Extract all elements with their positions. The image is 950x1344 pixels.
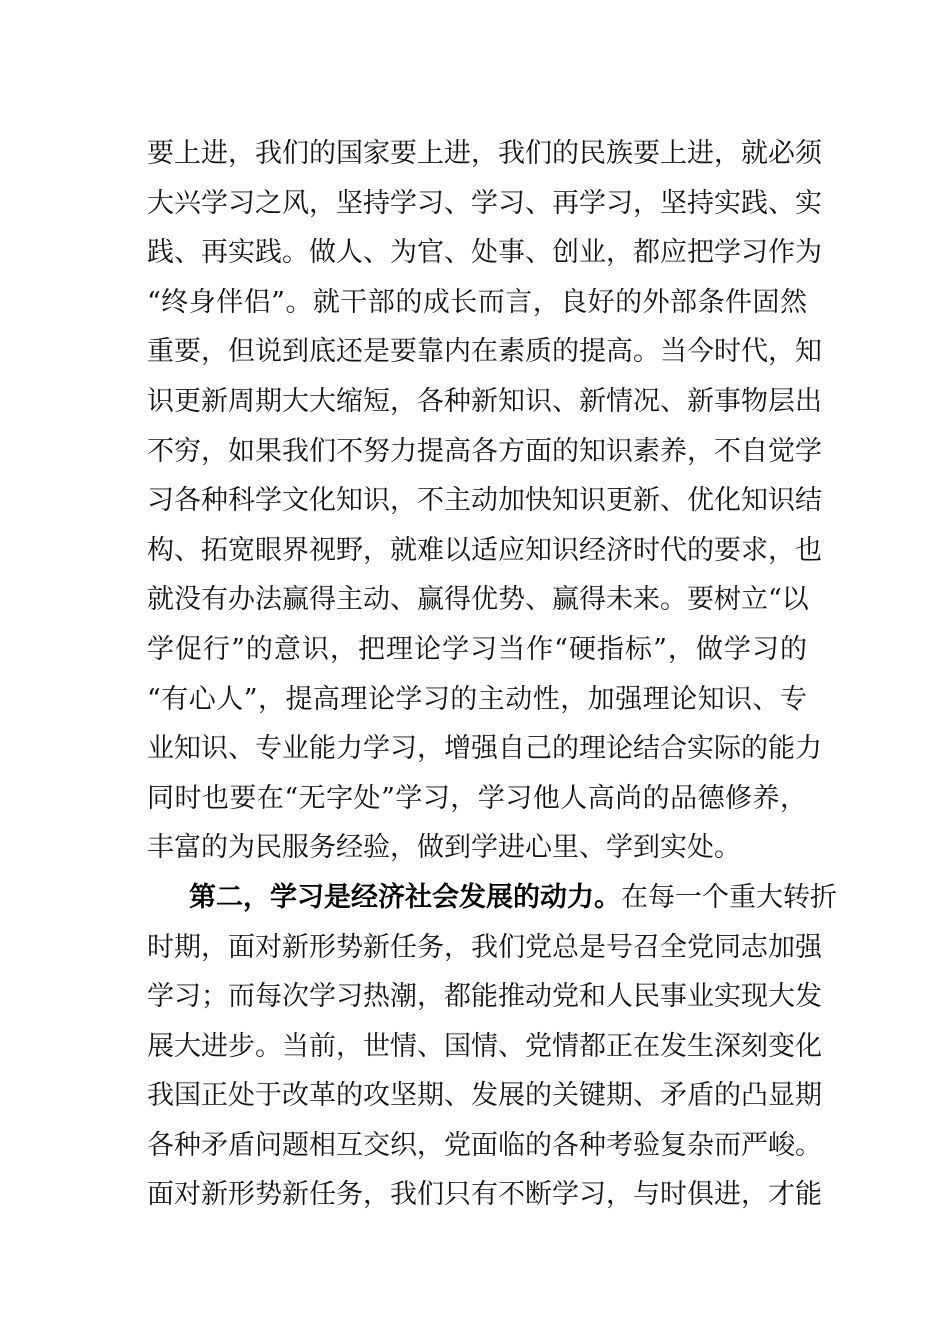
text-line: “有心人”，提高理论学习的主动性，加强理论知识、专 (147, 683, 807, 715)
text-line: 时期，面对新形势新任务，我们党总是号召全党同志加强 (147, 931, 822, 963)
text-line: 丰富的为民服务经验，做到学进心里、学到实处。 (147, 832, 741, 864)
text-line: 大兴学习之风，坚持学习、学习、再学习，坚持实践、实 (147, 187, 822, 219)
text-line: 构、拓宽眼界视野，就难以适应知识经济时代的要求，也 (147, 534, 822, 566)
text-line: 不穷，如果我们不努力提高各方面的知识素养，不自觉学 (147, 435, 822, 467)
text-line: 践、再实践。做人、为官、处事、创业，都应把学习作为 (147, 237, 822, 269)
text-line: 要上进，我们的国家要上进，我们的民族要上进，就必须 (147, 138, 822, 169)
text-line: 识更新周期大大缩短，各种新知识、新情况、新事物层出 (147, 385, 822, 417)
paragraph-2-heading: 第二，学习是经济社会发展的动力。 (189, 881, 621, 913)
text-line: 习各种科学文化知识，不主动加快知识更新、优化知识结 (147, 485, 822, 517)
paragraph-2-first-line (147, 873, 837, 923)
text-line: 重要，但说到底还是要靠内在素质的提高。当今时代，知 (147, 336, 822, 368)
text-line: “终身伴侣”。就干部的成长而言，良好的外部条件固然 (147, 286, 807, 318)
text-line: 业知识、专业能力学习，增强自己的理论结合实际的能力 (147, 733, 822, 765)
text-line: 就没有办法赢得主动、赢得优势、赢得未来。要树立“以 (147, 584, 809, 616)
text-line: 展大进步。当前，世情、国情、党情都正在发生深刻变化 (147, 1030, 822, 1062)
text-line: 我国正处于改革的攻坚期、发展的关键期、矛盾的凸显期 (147, 1080, 822, 1112)
text-line: 学习；而每次学习热潮，都能推动党和人民事业实现大发 (147, 981, 822, 1013)
text-line: 学促行”的意识，把理论学习当作“硬指标”，做学习的 (147, 633, 807, 665)
text-line: 面对新形势新任务，我们只有不断学习，与时俱进，才能 (147, 1179, 822, 1211)
paragraph-2-first-line-text: 在每一个重大转折 (621, 881, 837, 913)
text-line: 各种矛盾问题相互交织，党面临的各种考验复杂而严峻。 (147, 1129, 822, 1161)
text-line: 同时也要在“无字处”学习，学习他人高尚的品德修养， (147, 782, 807, 814)
body-text (147, 129, 837, 1220)
